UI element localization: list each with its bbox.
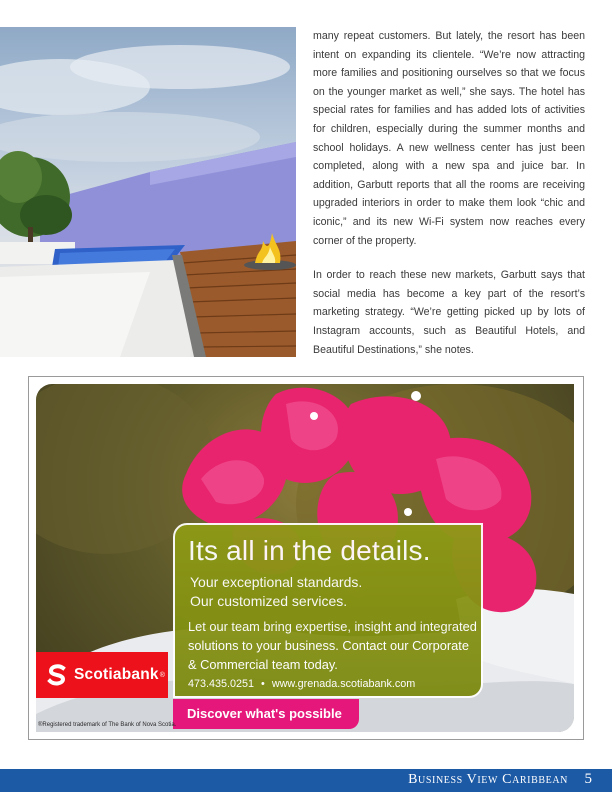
registered-mark: ® <box>159 671 165 679</box>
ad-subline-1: Your exceptional standards. <box>190 574 363 590</box>
ad-phone[interactable]: 473.435.0251 <box>188 678 255 690</box>
resort-photo <box>0 27 296 357</box>
ad-legal-notice: ®Registered trademark of The Bank of Nova Scotia. <box>38 722 177 728</box>
article-text <box>313 27 585 375</box>
ad-message-panel <box>173 523 483 698</box>
scotiabank-logo <box>36 652 168 698</box>
ad-website-link[interactable]: www.grenada.scotiabank.com <box>271 678 416 690</box>
article-paragraph-1: many repeat customers. But lately, the resort has been intent on expanding its clientele. “We’re now attracting more families and positioning ourselves so that we focus on the younger market as well,” she says. The hotel has special rates for families and has added lots of activities for children, especially during the summer months and school holidays. A new wellness center has just been completed, along with a new spa and juice bar. In addition, Garbutt reports that all the rooms are receiving upgraded interiors in order to make them look “chic and iconic,” and its new Wi-Fi system now reaches every corner of the property. <box>313 30 585 247</box>
ad-cta-button[interactable]: Discover what's possible <box>173 699 359 729</box>
page-footer <box>0 769 612 792</box>
article-paragraph-2: In order to reach these new markets, Garbutt says that social media has become a key part of the resort’s marketing strategy. “We’re getting picked up by lots of Instagram accounts, such as Beautiful Hotels, and Beautiful Destinations,” she notes. <box>313 269 585 356</box>
magazine-title: Business View Caribbean <box>408 772 568 787</box>
resort-pool-deck-icon <box>0 27 296 357</box>
ad-separator: • <box>261 678 265 690</box>
scotiabank-wordmark: Scotiabank <box>74 666 159 683</box>
ad-subheadline <box>190 573 362 611</box>
ad-body-text: Let our team bring expertise, insight and integrated solutions to your business. Contact our Corporate & Commercial team today. <box>188 619 477 672</box>
ad-headline: Its all in the details. <box>188 535 431 566</box>
scotiabank-s-icon <box>46 664 68 686</box>
page-number: 5 <box>584 771 592 787</box>
ad-contact-line <box>188 678 415 690</box>
ad-subline-2: Our customized services. <box>190 593 348 609</box>
